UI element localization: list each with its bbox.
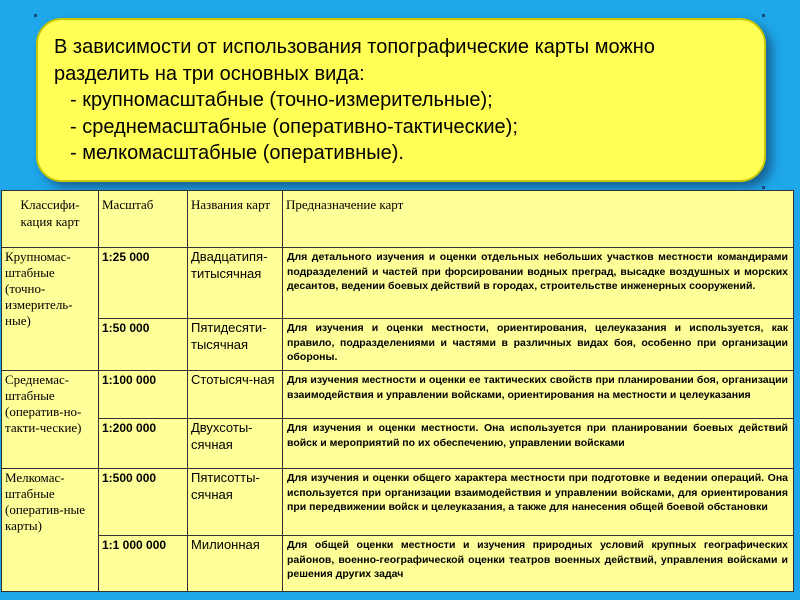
scale-cell: 1:50 000 <box>99 319 188 371</box>
table-row <box>2 319 794 371</box>
header-purpose: Предназначение карт <box>283 191 794 248</box>
header-scale: Масштаб <box>99 191 188 248</box>
table-row <box>2 248 794 319</box>
map-name-cell: Двадцатипя-титысячная <box>188 248 283 319</box>
decorative-dot <box>762 14 765 17</box>
map-name-cell: Милионная <box>188 536 283 592</box>
map-name-cell: Двухсоты-сячная <box>188 419 283 469</box>
table-row <box>2 419 794 469</box>
decorative-dot <box>762 186 765 189</box>
classification-cell: Крупномас-штабные (точно-измеритель-ные) <box>2 248 99 371</box>
table-header-row <box>2 191 794 248</box>
purpose-cell: Для изучения и оценки местности. Она используется при планировании боевых действий войск и мероприятий по их обеспечению, управлении войсками <box>283 419 794 469</box>
scale-cell: 1:500 000 <box>99 469 188 536</box>
purpose-cell: Для изучения местности и оценки ее тактических свойств при планировании боя, организации взаимодействия и управлении войсками, ориентирования на местности и целеуказания <box>283 371 794 419</box>
intro-list-item: - мелкомасштабные (оперативные). <box>70 142 404 164</box>
intro-callout <box>36 18 766 182</box>
purpose-cell: Для общей оценки местности и изучения природных условий крупных географических районов, военно-географической оценки театров военных действий, управления войсками и решения других задач <box>283 536 794 592</box>
table-row <box>2 371 794 419</box>
map-name-cell: Стотысяч-ная <box>188 371 283 419</box>
decorative-dot <box>34 14 37 17</box>
purpose-cell: Для изучения и оценки местности, ориентирования, целеуказания и используется, как правило, подразделениями и частями в различных видах боя, особенно при организации обороны. <box>283 319 794 371</box>
purpose-cell: Для детального изучения и оценки отдельных небольших участков местности командирами подразделений и частей при форсировании водных преград, высадке воздушных и морских десантов, ведении боевых действий в городах, строительстве инженерных сооружений. <box>283 248 794 319</box>
header-name: Названия карт <box>188 191 283 248</box>
map-types-table <box>1 190 794 592</box>
table-row <box>2 469 794 536</box>
scale-cell: 1:100 000 <box>99 371 188 419</box>
scale-cell: 1:200 000 <box>99 419 188 469</box>
intro-line: В зависимости от использования топографические карты можно <box>54 36 655 58</box>
intro-line: разделить на три основных вида: <box>54 62 365 85</box>
header-classification: Классифи-кация карт <box>2 191 99 248</box>
classification-cell: Мелкомас-штабные (оператив-ные карты) <box>2 469 99 592</box>
classification-cell: Среднемас-штабные (оператив-но-такти-ческие) <box>2 371 99 469</box>
scale-cell: 1:1 000 000 <box>99 536 188 592</box>
table-row <box>2 536 794 592</box>
scale-cell: 1:25 000 <box>99 248 188 319</box>
intro-list-item: - крупномасштабные (точно-измерительные); <box>70 89 493 111</box>
map-name-cell: Пятидесяти-тысячная <box>188 319 283 371</box>
map-name-cell: Пятисотты-сячная <box>188 469 283 536</box>
purpose-cell: Для изучения и оценки общего характера местности при подготовке и ведении операций. Она используется при организации взаимодействия и управлении войсками, для ориентирования при передвижении войск и целеуказания, а также для нанесения общей боевой обстановки <box>283 469 794 536</box>
intro-list-item: - среднемасштабные (оперативно-тактические); <box>70 115 518 138</box>
